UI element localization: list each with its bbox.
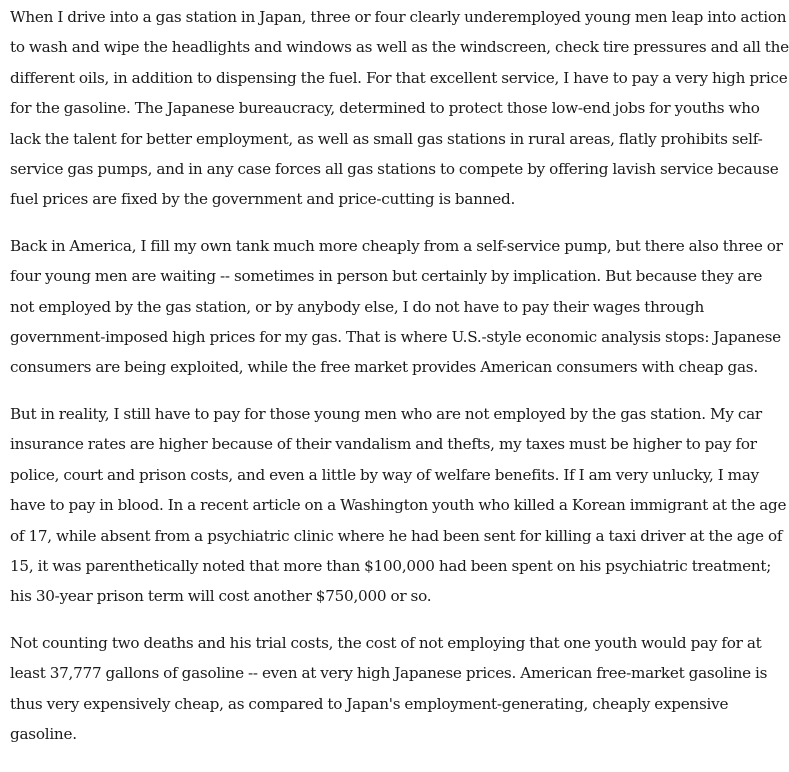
article-paragraph-4: Not counting two deaths and his trial costs, the cost of not employing that one youth would pay for at least 37,777 gallons of gasoline -- even at very high Japanese prices. American free-market gasoline is thus very expensively cheap, as compared to Japan's employment-generating, cheaply expensive gasoline.: [10, 633, 768, 743]
article-paragraph-1: When I drive into a gas station in Japan, three or four clearly underemployed young men leap into action to wash and wipe the headlights and windows as well as the windscreen, check tire pressures and all the different oils, in addition to dispensing the fuel. For that excellent service, I have to pay a very high price for the gasoline. The Japanese bureaucracy, determined to protect those low-end jobs for youths who lack the talent for better employment, as well as small gas stations in rural areas, flatly prohibits self-service gas pumps, and in any case forces all gas stations to compete by offering lavish service because fuel prices are fixed by the government and price-cutting is banned.: [10, 8, 789, 209]
article-paragraph-2: Back in America, I fill my own tank much more cheaply from a self-service pump, but there also three or four young men are waiting -- sometimes in person but certainly by implication. But because they are not employed by the gas station, or by anybody else, I do not have to pay their wages through government-imposed high prices for my gas. That is where U.S.-style economic analysis stops: Japanese consumers are being exploited, while the free market provides American consumers with cheap gas.: [10, 236, 783, 377]
article-paragraph-3: But in reality, I still have to pay for those young men who are not employed by the gas station. My car insurance rates are higher because of their vandalism and thefts, my taxes must be higher to pay for police, court and prison costs, and even a little by way of welfare benefits. If I am very unlucky, I may have to pay in blood. In a recent article on a Washington youth who killed a Korean immigrant at the age of 17, while absent from a psychiatric clinic where he had been sent for killing a taxi driver at the age of 15, it was parenthetically noted that more than $100,000 had been spent on his psychiatric treatment; his 30-year prison term will cost another $750,000 or so.: [10, 404, 787, 606]
